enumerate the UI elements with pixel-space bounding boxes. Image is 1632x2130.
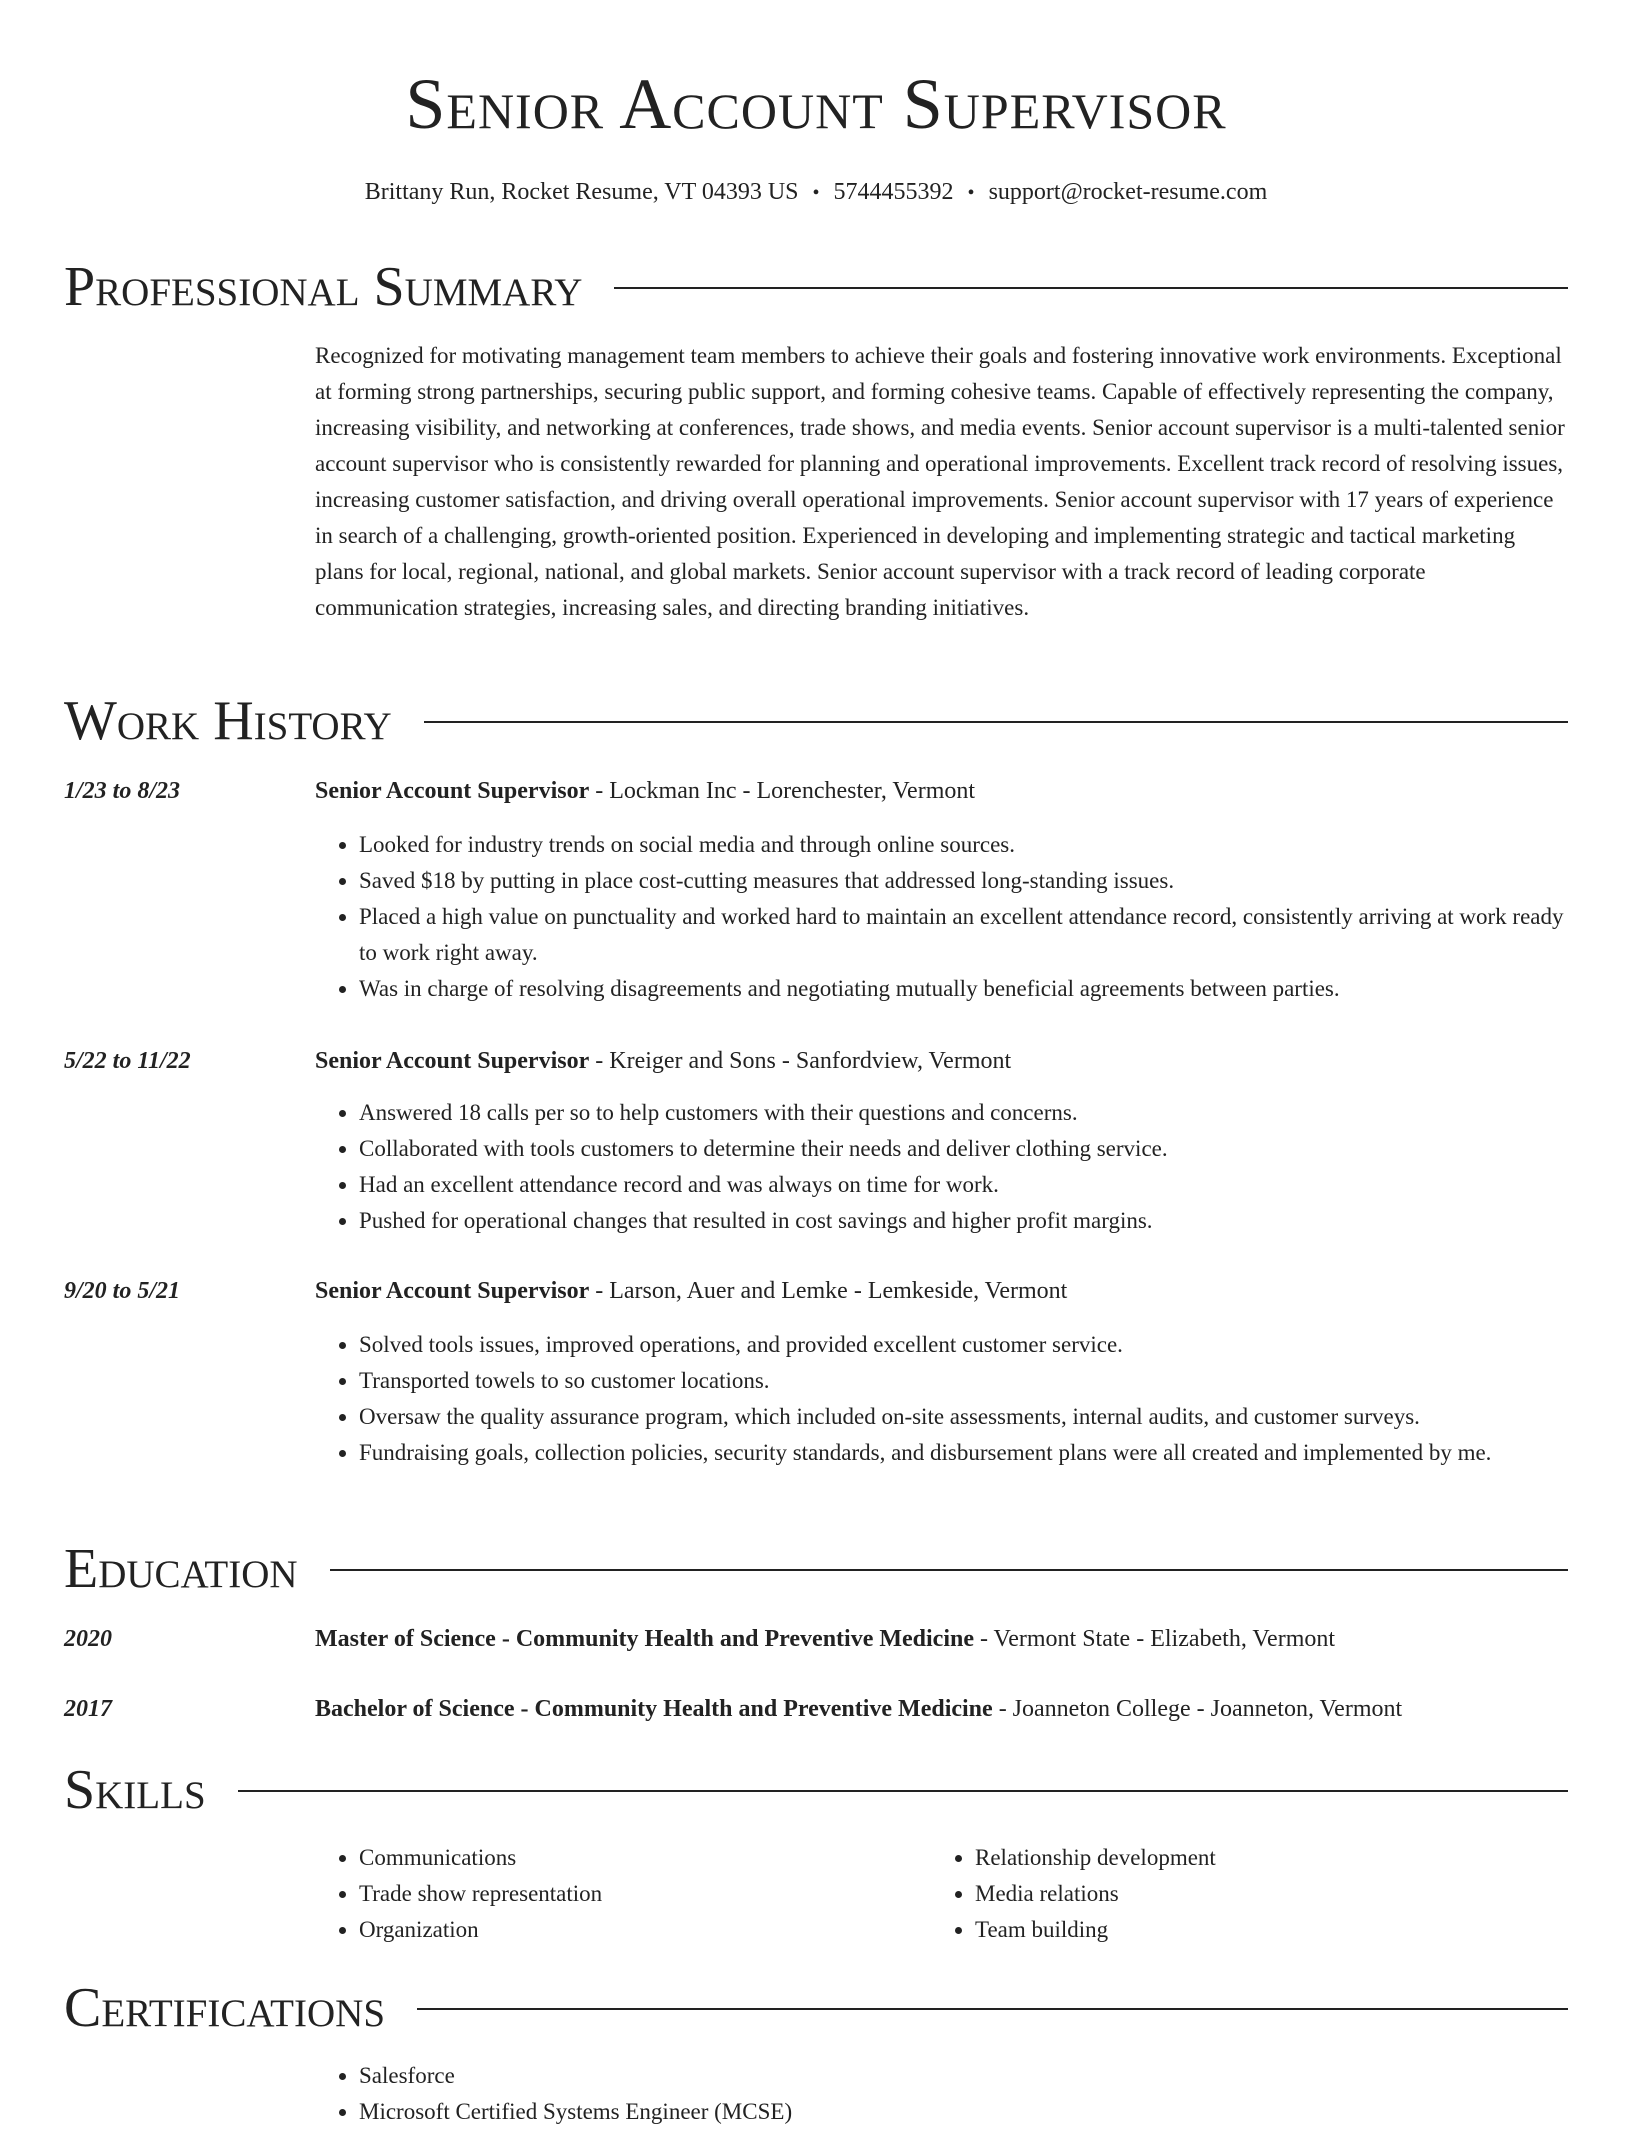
contact-separator: • [812, 182, 820, 204]
contact-phone: 5744455392 [833, 179, 954, 205]
list-item: • Pushed for operational changes that resulted in cost savings and higher profit margins. [359, 1203, 1568, 1239]
work-role: Senior Account Supervisor [315, 1048, 590, 1074]
list-item: • Oversaw the quality assurance program, which included on-site assessments, internal audits, and customer surveys. [359, 1399, 1568, 1435]
contact-line [64, 174, 1568, 211]
skills-list-right [931, 1840, 1568, 1948]
work-role: Senior Account Supervisor [315, 778, 590, 804]
section-education-heading [64, 1536, 1568, 1602]
list-item: • Transported towels to so customer locations. [359, 1363, 1568, 1399]
education-details: - Joanneton College - Joanneton, Vermont [992, 1696, 1403, 1722]
education-title [315, 1691, 1568, 1727]
work-bullets [315, 1095, 1568, 1239]
skill-item: • Relationship development [975, 1840, 1568, 1876]
section-title: Work History [64, 690, 392, 752]
skill-item: • Organization [359, 1912, 931, 1948]
skills-list-left [315, 1840, 931, 1948]
section-rule [238, 1790, 1568, 1792]
work-title [315, 773, 1568, 809]
section-rule [417, 2008, 1568, 2010]
contact-address: Brittany Run, Rocket Resume, VT 04393 US [364, 179, 799, 205]
education-title [315, 1621, 1568, 1657]
work-title [315, 1043, 1568, 1079]
list-item: • Had an excellent attendance record and was always on time for work. [359, 1167, 1568, 1203]
education-degree: Bachelor of Science - Community Health and Preventive Medicine [315, 1696, 993, 1722]
list-item: • Answered 18 calls per so to help customers with their questions and concerns. [359, 1095, 1568, 1131]
list-item: • Looked for industry trends on social media and through online sources. [359, 827, 1568, 863]
work-details: - Kreiger and Sons - Sanfordview, Vermont [589, 1048, 1012, 1074]
section-title: Professional Summary [64, 256, 583, 318]
contact-email: support@rocket-resume.com [988, 179, 1268, 205]
skill-item: • Team building [975, 1912, 1568, 1948]
skill-item: • Trade show representation [359, 1876, 931, 1912]
section-summary-heading [64, 254, 1568, 320]
work-details: - Lockman Inc - Lorenchester, Vermont [589, 778, 976, 804]
certification-item: • Salesforce [359, 2058, 1568, 2094]
section-title: Education [64, 1538, 298, 1600]
section-skills-heading [64, 1757, 1568, 1823]
list-item: • Fundraising goals, collection policies, security standards, and disbursement plans were all created and implemented by me. [359, 1435, 1568, 1471]
skill-item: • Communications [359, 1840, 931, 1876]
section-rule [424, 721, 1568, 723]
contact-separator: • [967, 182, 975, 204]
education-degree: Master of Science - Community Health and Preventive Medicine [315, 1626, 974, 1652]
section-rule [330, 1569, 1568, 1571]
education-year: 2017 [64, 1696, 112, 1722]
list-item: • Placed a high value on punctuality and worked hard to maintain an excellent attendance record, consistently arriving at work ready to work right away. [359, 899, 1568, 971]
work-role: Senior Account Supervisor [315, 1278, 590, 1304]
work-dates: 1/23 to 8/23 [64, 778, 181, 804]
resume-name: Senior Account Supervisor [405, 64, 1227, 144]
skill-item: • Media relations [975, 1876, 1568, 1912]
list-item: • Saved $18 by putting in place cost-cutting measures that addressed long-standing issues. [359, 863, 1568, 899]
work-dates: 5/22 to 11/22 [64, 1048, 191, 1074]
list-item: • Was in charge of resolving disagreements and negotiating mutually beneficial agreements between parties. [359, 971, 1568, 1007]
certification-item: • Microsoft Certified Systems Engineer (MCSE) [359, 2094, 1568, 2130]
work-dates: 9/20 to 5/21 [64, 1278, 181, 1304]
education-details: - Vermont State - Elizabeth, Vermont [974, 1626, 1336, 1652]
work-title [315, 1273, 1568, 1309]
list-item: • Collaborated with tools customers to determine their needs and deliver clothing service. [359, 1131, 1568, 1167]
section-certifications-heading [64, 1975, 1568, 2041]
section-work-heading [64, 688, 1568, 754]
certifications-list [315, 2058, 1568, 2130]
list-item: • Solved tools issues, improved operations, and provided excellent customer service. [359, 1327, 1568, 1363]
section-title: Certifications [64, 1977, 386, 2039]
work-bullets [315, 1327, 1568, 1471]
section-rule [614, 287, 1568, 289]
work-details: - Larson, Auer and Lemke - Lemkeside, Vermont [589, 1278, 1068, 1304]
education-year: 2020 [64, 1626, 112, 1652]
summary-text: Recognized for motivating management team members to achieve their goals and fostering innovative work environments. Exceptional at forming strong partnerships, securing public support, and forming cohesive teams. Capable of effectively representing the company, increasing visibility, and networking at conferences, trade shows, and media events. Senior account supervisor is a multi-talented senior account supervisor who is consistently rewarded for planning and operational improvements. Excellent track record of resolving issues, increasing customer satisfaction, and driving overall operational improvements. Senior account supervisor with 17 years of experience in search of a challenging, growth-oriented position. Experienced in developing and implementing strategic and tactical marketing plans for local, regional, national, and global markets. Senior account supervisor with a track record of leading corporate communication strategies, increasing sales, and directing branding initiatives. [315, 343, 1565, 620]
section-title: Skills [64, 1759, 206, 1821]
work-bullets [315, 827, 1568, 1007]
